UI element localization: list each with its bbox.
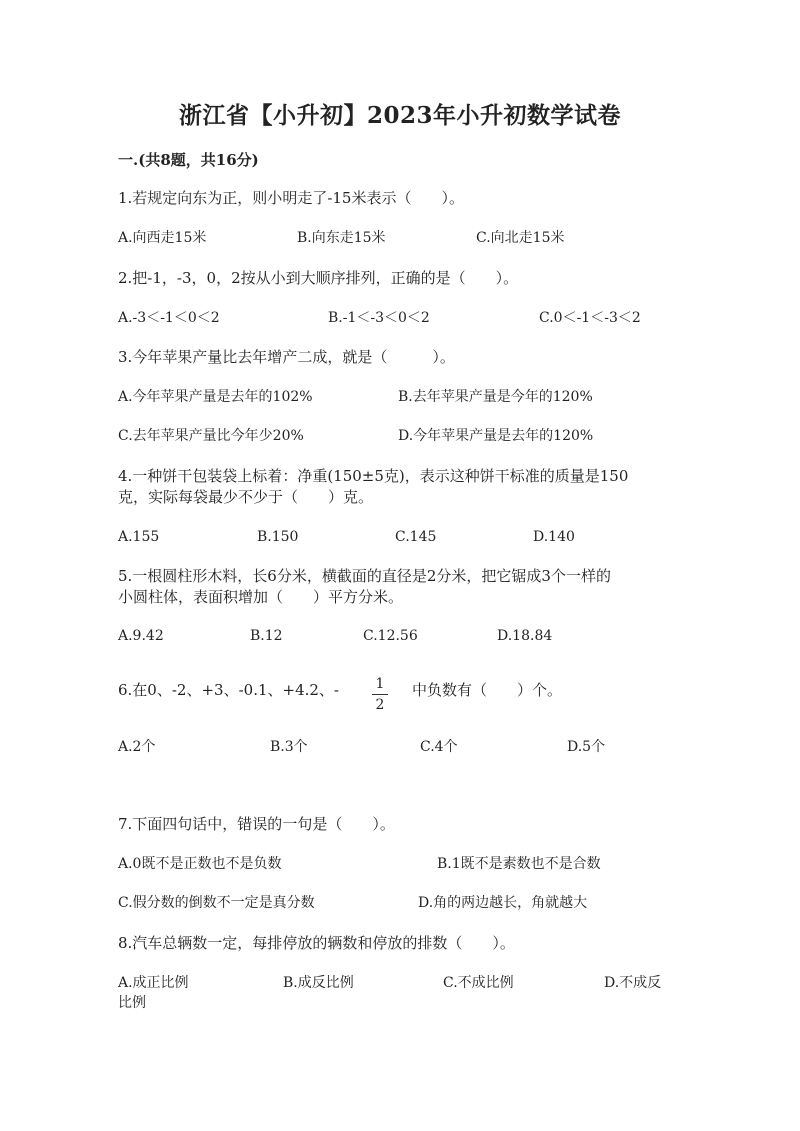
question-3-option-c: C.去年苹果产量比今年少20% [118, 428, 304, 444]
question-2-text: 2.把-1，-3，0，2按从小到大顺序排列，正确的是（ ）。 [118, 269, 519, 287]
question-4-option-c: C.145 [395, 529, 437, 545]
fraction-bar [372, 694, 388, 695]
question-6-option-c: C.4个 [420, 739, 458, 755]
question-3-option-b: B.去年苹果产量是今年的120% [398, 389, 593, 405]
question-4-option-b: B.150 [257, 529, 299, 545]
question-4-text-line-2: 克，实际每袋最少不少于（ ）克。 [118, 488, 374, 506]
question-4-text-line-1: 4.一种饼干包装袋上标着：净重(150±5克)，表示这种饼干标准的质量是150 [118, 467, 629, 485]
fraction-one-half [370, 676, 390, 713]
question-4-option-d: D.140 [533, 529, 575, 545]
question-5-option-d: D.18.84 [497, 628, 553, 644]
question-7-option-a: A.0既不是正数也不是负数 [118, 856, 282, 872]
question-6-option-a: A.2个 [118, 739, 156, 755]
question-4-option-a: A.155 [118, 529, 160, 545]
question-1-option-a: A.向西走15米 [118, 230, 207, 246]
question-1-text: 1.若规定向东为正，则小明走了-15米表示（ ）。 [118, 189, 464, 207]
question-5-option-c: C.12.56 [363, 628, 418, 644]
question-3-option-d: D.今年苹果产量是去年的120% [398, 428, 594, 444]
question-6-option-d: D.5个 [567, 739, 606, 755]
question-7-option-c: C.假分数的倒数不一定是真分数 [118, 895, 315, 911]
question-5-option-a: A.9.42 [118, 628, 164, 644]
question-8-option-b: B.成反比例 [283, 975, 354, 991]
question-3-text: 3.今年苹果产量比去年增产二成，就是（ ）。 [118, 348, 455, 366]
question-8-option-a: A.成正比例 [118, 975, 189, 991]
question-7-option-d: D.角的两边越长，角就越大 [418, 895, 588, 911]
question-8-option-d-wrap: 比例 [118, 995, 146, 1011]
question-8-option-c: C.不成比例 [443, 975, 514, 991]
question-6-text-part-1: 6.在0、-2、+3、-0.1、+4.2、- [118, 681, 339, 699]
question-6-text-part-2: 中负数有（ ）个。 [412, 681, 563, 699]
fraction-numerator: 1 [375, 676, 385, 692]
question-2-option-a: A.-3＜-1＜0＜2 [118, 310, 220, 326]
question-5-text-line-2: 小圆柱体，表面积增加（ ）平方分米。 [118, 588, 404, 606]
question-8-option-d: D.不成反 [604, 975, 662, 991]
question-5-option-b: B.12 [250, 628, 283, 644]
question-7-option-b: B.1既不是素数也不是合数 [437, 856, 601, 872]
question-5-text-line-1: 5.一根圆柱形木料，长6分米，横截面的直径是2分米，把它锯成3个一样的 [118, 567, 611, 585]
question-1-option-b: B.向东走15米 [297, 230, 386, 246]
question-3-option-a: A.今年苹果产量是去年的102% [118, 389, 313, 405]
question-8-text: 8.汽车总辆数一定，每排停放的辆数和停放的排数（ ）。 [118, 934, 515, 952]
exam-title: 浙江省【小升初】2023年小升初数学试卷 [178, 102, 621, 129]
question-6-option-b: B.3个 [270, 739, 308, 755]
section-heading: 一.(共8题，共16分) [118, 151, 259, 169]
question-2-option-c: C.0＜-1＜-3＜2 [539, 310, 641, 326]
fraction-denominator: 2 [375, 697, 385, 713]
question-2-option-b: B.-1＜-3＜0＜2 [328, 310, 430, 326]
question-7-text: 7.下面四句话中，错误的一句是（ ）。 [118, 815, 395, 833]
question-1-option-c: C.向北走15米 [476, 230, 565, 246]
